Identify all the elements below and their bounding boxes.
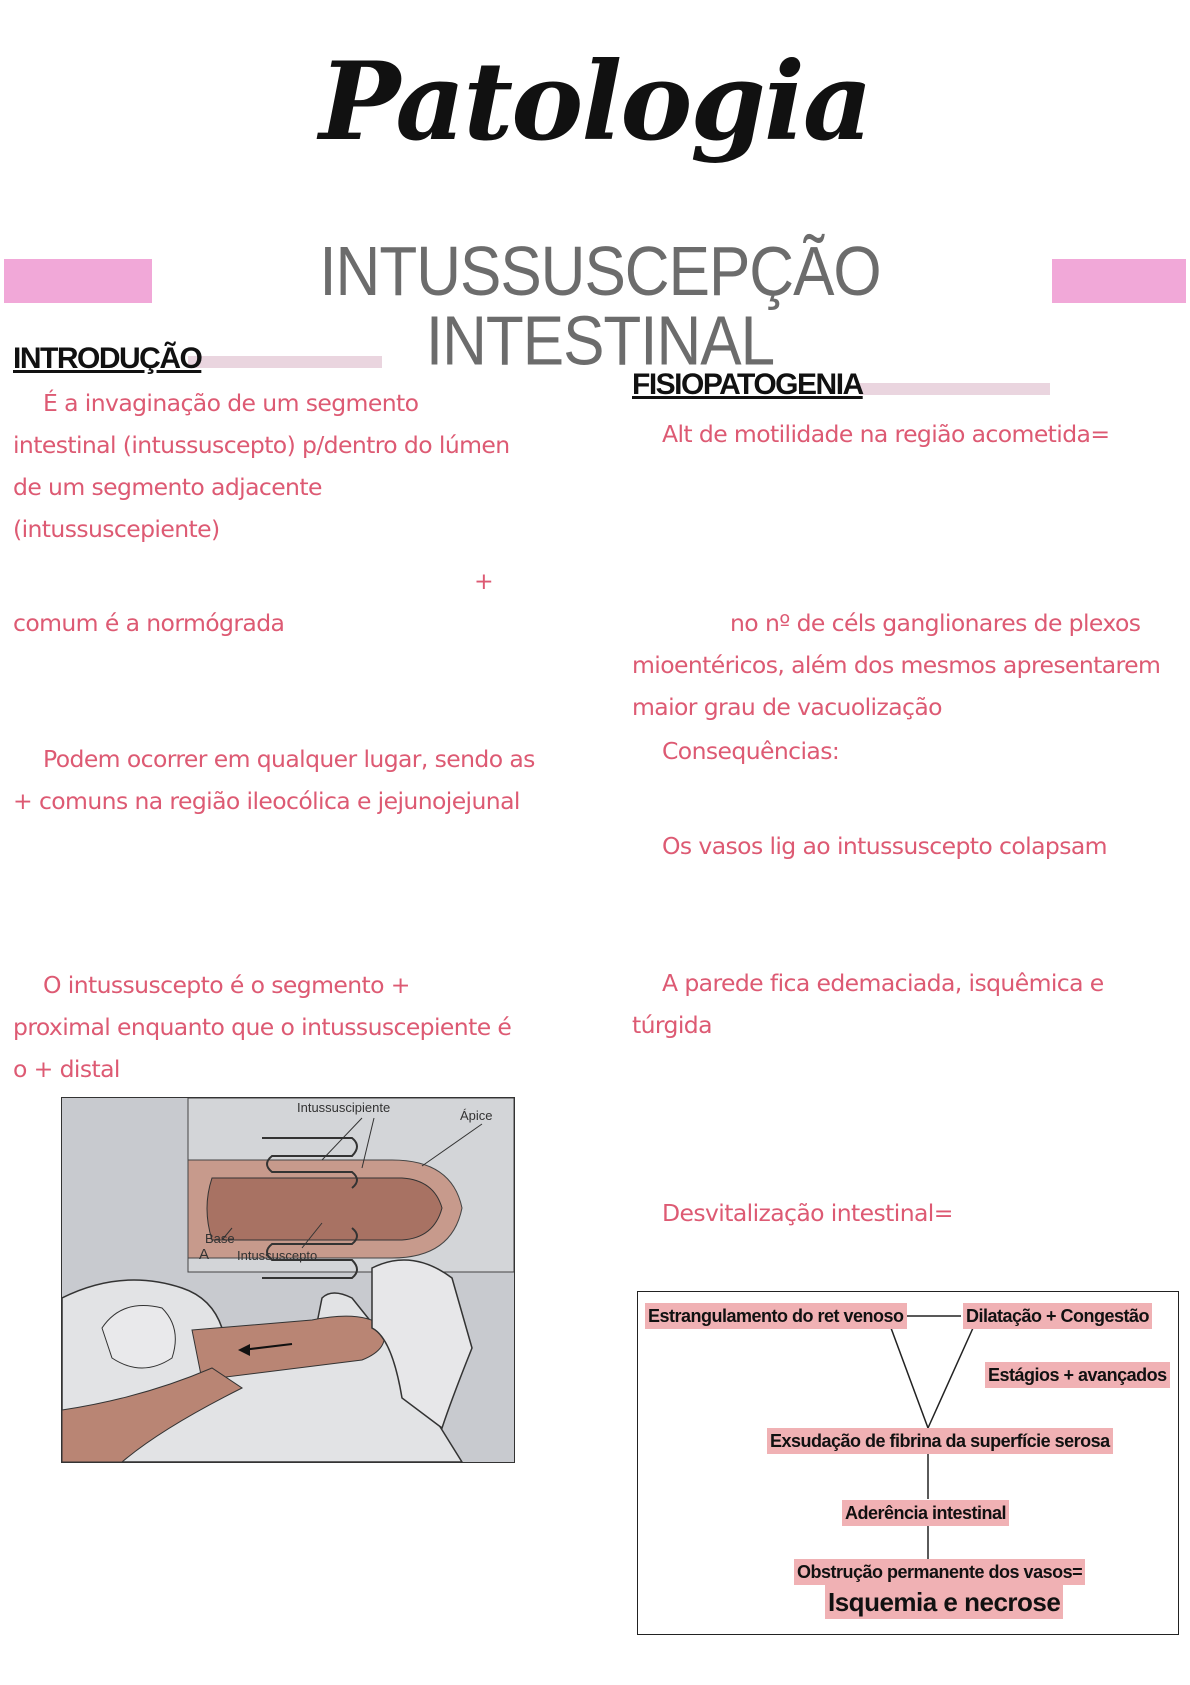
intro-paragraph-2: comum é a normógrada: [13, 609, 285, 637]
plus-sign: +: [474, 567, 494, 595]
right-accent-bar: [1052, 259, 1186, 303]
fisio-paragraph-5: A parede fica edemaciada, isquêmica e túrgida: [632, 969, 1104, 1039]
page-title: Patologia: [319, 39, 871, 165]
intro-paragraph-1: É a invaginação de um segmento intestinal (intussuscepto) p/dentro do lúmen de um segmento adjacente (intussuscepiente): [13, 389, 510, 543]
diagram-node-isquemia: Isquemia e necrose: [825, 1585, 1063, 1619]
label-a: A: [199, 1246, 210, 1263]
fisio-paragraph-4: Os vasos lig ao intussuscepto colapsam: [662, 832, 1107, 860]
label-intussuscepto: Intussuscepto: [237, 1248, 318, 1263]
fisio-paragraph-2: no nº de céls ganglionares de plexos mioentéricos, além dos mesmos apresentarem maior grau de vacuolização: [632, 609, 1161, 721]
label-intussuscipiente: Intussuscipiente: [297, 1100, 391, 1115]
consequences-flow-diagram: [637, 1291, 1179, 1635]
left-accent-bar: [4, 259, 152, 303]
diagram-node-dilatacao: Dilatação + Congestão: [963, 1303, 1152, 1329]
intro-paragraph-3: Podem ocorrer em qualquer lugar, sendo as + comuns na região ileocólica e jejunojejunal: [13, 745, 535, 815]
fisio-paragraph-6: Desvitalização intestinal=: [662, 1199, 953, 1227]
fisio-paragraph-1: Alt de motilidade na região acometida=: [662, 420, 1110, 448]
diagram-node-obstrucao: Obstrução permanente dos vasos=: [794, 1559, 1085, 1585]
intro-paragraph-4: O intussuscepto é o segmento + proximal enquanto que o intussuscepiente é o + distal: [13, 971, 512, 1083]
heading-underline-bar: [188, 356, 382, 368]
diagram-node-exsudacao: Exsudação de fibrina da superfície serosa: [767, 1428, 1113, 1454]
heading-underline-bar: [860, 383, 1050, 395]
intussusception-illustration: [61, 1097, 515, 1463]
illustration-drawing: [62, 1098, 514, 1462]
label-apice: Ápice: [460, 1108, 493, 1123]
fisio-paragraph-3: Consequências:: [662, 737, 840, 765]
section-heading-fisiopatogenia: FISIOPATOGENIA: [632, 368, 863, 401]
diagram-node-aderencia: Aderência intestinal: [842, 1500, 1009, 1526]
diagram-node-estrangulamento: Estrangulamento do ret venoso: [645, 1303, 907, 1329]
section-heading-introducao: INTRODUÇÃO: [13, 342, 202, 375]
label-base: Base: [205, 1231, 235, 1246]
page-subtitle: INTUSSUSCEPÇÃO INTESTINAL: [319, 233, 881, 381]
diagram-node-estagios: Estágios + avançados: [985, 1362, 1170, 1388]
